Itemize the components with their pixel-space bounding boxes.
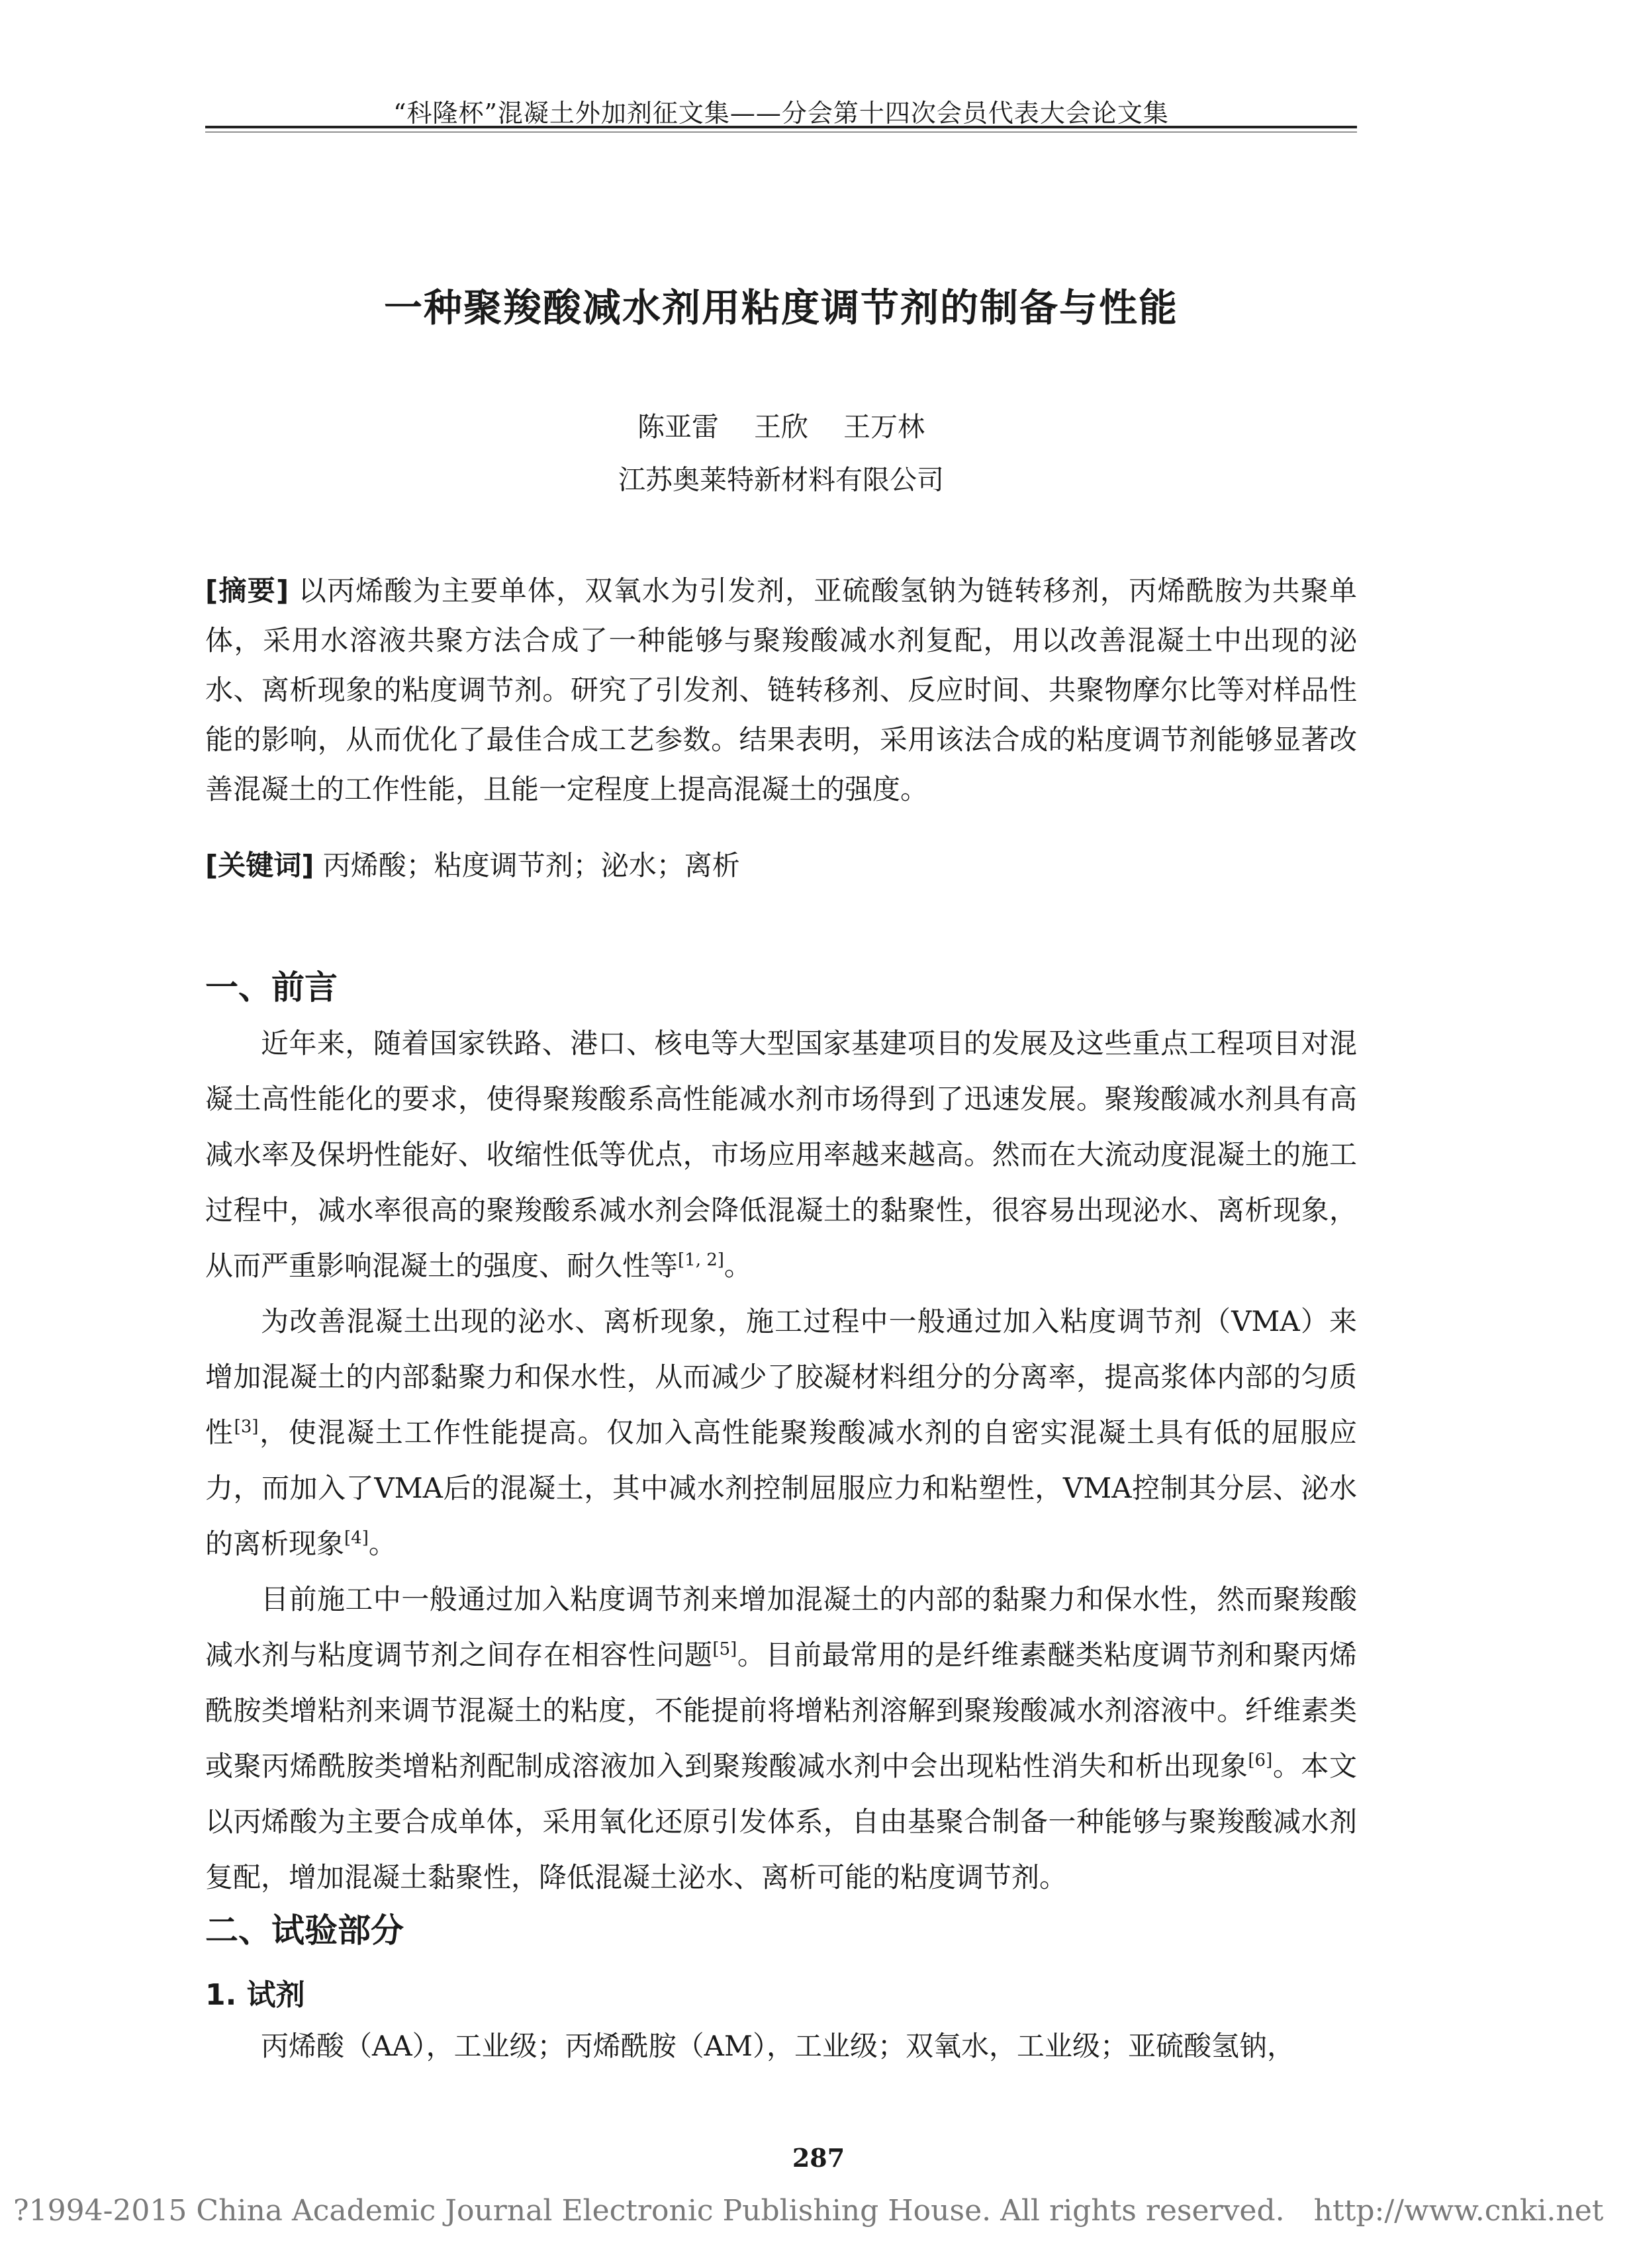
keywords-text: 丙烯酸；粘度调节剂；泌水；离析 (322, 849, 740, 882)
header-rule (205, 126, 1357, 132)
running-header: “科隆杯”混凝土外加剂征文集——分会第十四次会员代表大会论文集 (393, 99, 1169, 128)
citation: [4] (344, 1528, 369, 1548)
paper-title: 一种聚羧酸减水剂用粘度调节剂的制备与性能 (383, 285, 1178, 330)
copyright-text: ?1994-2015 China Academic Journal Electronic Publishing House. All rights reserved. (13, 2194, 1285, 2228)
keywords-tag: [关键词] (205, 849, 314, 882)
paragraph-text: 。 (724, 1249, 752, 1282)
intro-paragraph-2 (205, 1294, 1357, 1572)
page-number: 287 (792, 2143, 845, 2173)
citation: [3] (234, 1417, 259, 1437)
affiliation: 江苏奥莱特新材料有限公司 (618, 464, 944, 496)
reagents-paragraph: 丙烯酸（AA），工业级；丙烯酰胺（AM），工业级；双氧水，工业级；亚硫酸氢钠， (261, 2030, 1295, 2062)
section-heading-intro: 一、前言 (205, 968, 338, 1007)
citation: [1, 2] (678, 1250, 724, 1270)
abstract-tag: [摘要] (205, 574, 289, 607)
keywords (205, 840, 1357, 890)
footer-copyright (13, 2194, 1603, 2228)
subsection-heading-reagents: 1. 试剂 (205, 1978, 305, 2012)
authors: 陈亚雷 王欣 王万林 (637, 411, 925, 443)
citation: [6] (1248, 1750, 1273, 1770)
footer-link[interactable]: http://www.cnki.net (1313, 2194, 1604, 2228)
intro-paragraph-1 (205, 1016, 1357, 1294)
paragraph-text: 近年来，随着国家铁路、港口、核电等大型国家基建项目的发展及这些重点工程项目对混凝土高性能化的要求，使得聚羧酸系高性能减水剂市场得到了迅速发展。聚羧酸减水剂具有高减水率及保坍性能好、收缩性低等优点，市场应用率越来越高。然而在大流动度混凝土的施工过程中，减水率很高的聚羧酸系减水剂会降低混凝土的黏聚性，很容易出现泌水、离析现象，从而严重影响混凝土的强度、耐久性等 (205, 1027, 1357, 1282)
paragraph-text: 目前施工中一般通过加入粘度调节剂来增加混凝土的内部的黏聚力和保水性，然而聚羧酸减水剂与粘度调节剂之间存在相容性问题 (205, 1583, 1357, 1671)
paragraph-text: 为改善混凝土出现的泌水、离析现象，施工过程中一般通过加入粘度调节剂（VMA）来增加混凝土的内部黏聚力和保水性，从而减少了胶凝材料组分的分离率，提高浆体内部的匀质性 (205, 1305, 1357, 1449)
paragraph-text: 。 (368, 1527, 397, 1560)
section-heading-experiment: 二、试验部分 (205, 1911, 404, 1950)
paragraph-text: 。目前最常用的是纤维素醚类粘度调节剂和聚丙烯酰胺类增粘剂来调节混凝土的粘度，不能提前将增粘剂溶解到聚羧酸减水剂溶液中。纤维素类或聚丙烯酰胺类增粘剂配制成溶液加入到聚羧酸减水剂中会出现粘性消失和析出现象 (205, 1639, 1357, 1782)
abstract-text: 以丙烯酸为主要单体，双氧水为引发剂，亚硫酸氢钠为链转移剂，丙烯酰胺为共聚单体，采用水溶液共聚方法合成了一种能够与聚羧酸减水剂复配，用以改善混凝土中出现的泌水、离析现象的粘度调节剂。研究了引发剂、链转移剂、反应时间、共聚物摩尔比等对样品性能的影响，从而优化了最佳合成工艺参数。结果表明，采用该法合成的粘度调节剂能够显著改善混凝土的工作性能，且能一定程度上提高混凝土的强度。 (205, 574, 1357, 805)
paragraph-text: 。本文以丙烯酸为主要合成单体，采用氧化还原引发体系，自由基聚合制备一种能够与聚羧酸减水剂复配，增加混凝土黏聚性，降低混凝土泌水、离析可能的粘度调节剂。 (205, 1750, 1357, 1893)
paragraph-text: ，使混凝土工作性能提高。仅加入高性能聚羧酸减水剂的自密实混凝土具有低的屈服应力，而加入了VMA后的混凝土，其中减水剂控制屈服应力和粘塑性，VMA控制其分层、泌水的离析现象 (205, 1416, 1357, 1560)
abstract (205, 566, 1357, 814)
citation: [5] (712, 1639, 737, 1659)
intro-paragraph-3 (205, 1572, 1357, 1905)
